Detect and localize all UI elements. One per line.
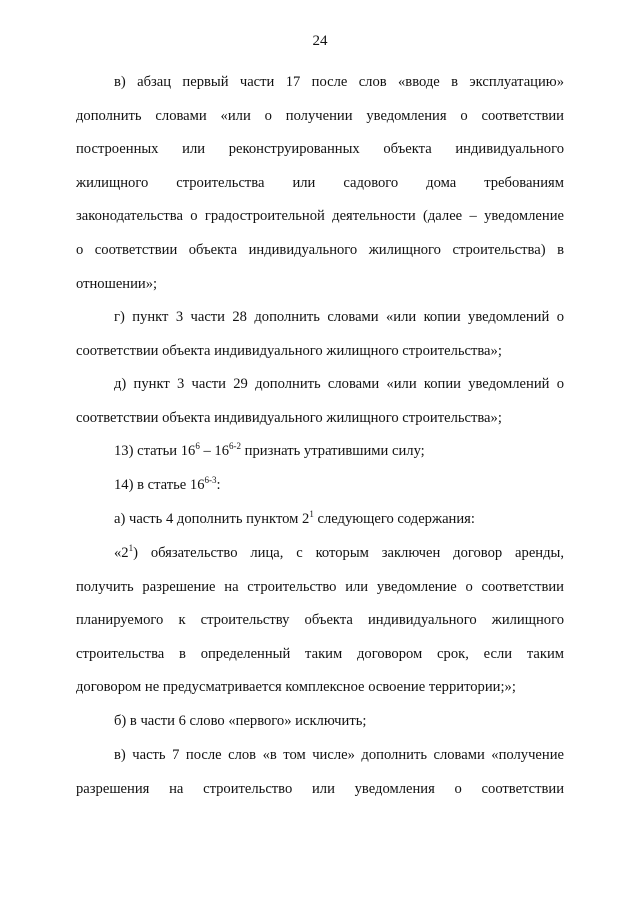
paragraph-b-part-6 (76, 711, 564, 745)
text-line (76, 475, 564, 509)
text-line: разрешения на строительство или уведомления о соответствии (76, 780, 564, 797)
superscript: 6-2 (229, 441, 242, 451)
text-line (76, 509, 564, 543)
paragraph-13 (76, 441, 564, 475)
superscript: 6 (195, 441, 200, 451)
superscript: 1 (128, 543, 134, 553)
text-line: строительства в определенный таким договором срок, если таким (76, 645, 564, 662)
text-segment: ) обязательство лица, с которым заключен договор аренды, (133, 545, 564, 561)
text-line: планируемого к строительству объекта индивидуального жилищного (76, 612, 564, 629)
text-line: в) абзац первый части 17 после слов «вводе в эксплуатацию» (114, 74, 564, 90)
text-segment: : (216, 477, 221, 493)
page-number: 24 (312, 33, 328, 49)
text-line: построенных или реконструированных объекта индивидуального (76, 141, 564, 158)
paragraph-g-part-28 (76, 307, 564, 374)
text-segment: – 16 (199, 443, 230, 459)
text-line: о соответствии объекта индивидуального жилищного строительства) в (76, 241, 564, 258)
text-segment: признать утратившими силу; (241, 443, 425, 459)
text-line: соответствии объекта индивидуального жилищного строительства»; (76, 409, 502, 426)
paragraph-a-part-4 (76, 509, 564, 543)
text-line: б) в части 6 слово «первого» исключить; (114, 713, 367, 729)
text-segment: следующего содержания: (313, 511, 475, 527)
paragraph-14 (76, 475, 564, 509)
text-line: в) часть 7 после слов «в том числе» дополнить словами «получение (114, 747, 564, 763)
text-line: договором не предусматривается комплексное освоение территории;»; (76, 679, 516, 696)
text-line: отношении»; (76, 275, 158, 292)
text-segment: «2 (114, 545, 129, 561)
text-line: жилищного строительства или садового дома требованиям (76, 174, 564, 191)
text-line: получить разрешение на строительство или уведомление о соответствии (76, 578, 564, 595)
text-line: г) пункт 3 части 28 дополнить словами «или копии уведомлений о (114, 309, 564, 325)
text-line (76, 441, 564, 475)
paragraph-v-part-17 (76, 72, 564, 307)
text-segment: 13) статьи 16 (114, 443, 196, 459)
paragraph-quoted-item-2-1 (76, 543, 564, 711)
superscript: 1 (309, 509, 314, 519)
text-line: законодательства о градостроительной деятельности (далее – уведомление (76, 208, 564, 225)
superscript: 6-3 (204, 475, 217, 485)
text-line (76, 543, 564, 577)
text-segment: 14) в статье 16 (114, 477, 205, 493)
text-line: дополнить словами «или о получении уведомления о соответствии (76, 107, 564, 124)
text-line: д) пункт 3 части 29 дополнить словами «или копии уведомлений о (114, 376, 564, 392)
paragraph-v-part-7 (76, 745, 564, 812)
text-line: соответствии объекта индивидуального жилищного строительства»; (76, 342, 502, 359)
text-segment: а) часть 4 дополнить пунктом 2 (114, 511, 310, 527)
paragraph-d-part-29 (76, 374, 564, 441)
